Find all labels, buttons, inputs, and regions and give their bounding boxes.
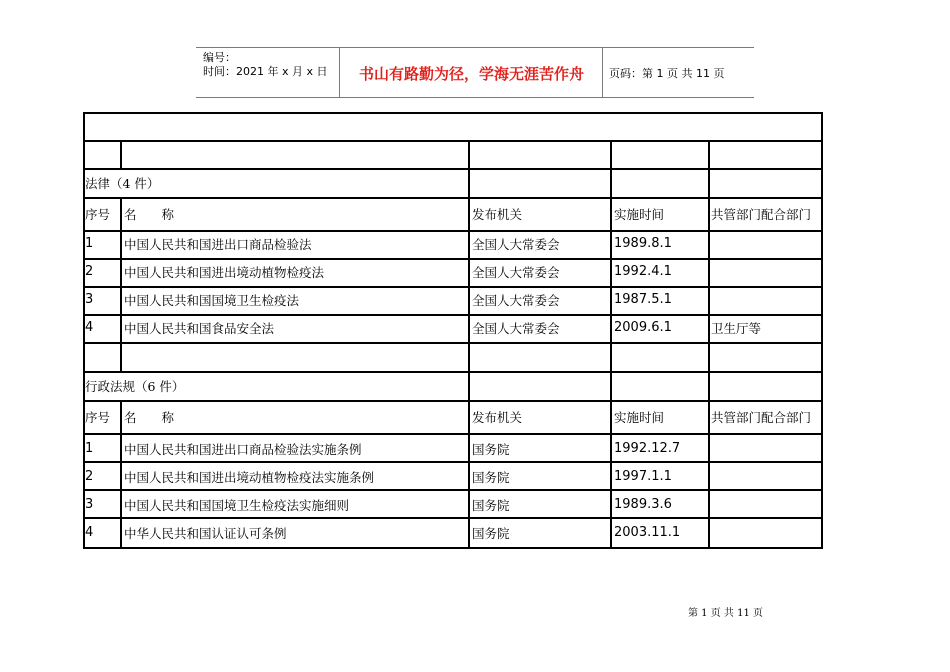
table-cell-issuer: 国务院: [472, 442, 510, 457]
table-cell-issuer: 全国人大常委会: [472, 265, 560, 280]
table-cell-date: 1989.3.6: [614, 497, 672, 512]
header-page-info: 页码：第 1 页 共 11 页: [609, 67, 725, 80]
time-label: 时间：2021 年 x 月 x 日: [203, 65, 328, 78]
laws-col-name: 名 称: [124, 207, 175, 222]
header-motto: 书山有路勤为径，学海无涯苦作舟: [358, 65, 584, 83]
table-cell-name: 中国人民共和国进出口商品检验法实施条例: [124, 442, 362, 457]
table-cell-date: 2009.6.1: [614, 320, 672, 335]
regulations-col-name: 名 称: [124, 410, 175, 425]
table-cell-date: 1989.8.1: [614, 236, 672, 251]
table-cell-no: 4: [85, 525, 94, 540]
table-column-rule: [468, 140, 470, 549]
table-cell-issuer: 国务院: [472, 526, 510, 541]
table-row-rule: [83, 314, 823, 316]
table-row-rule: [83, 371, 823, 373]
table-row-rule: [83, 286, 823, 288]
table-cell-issuer: 全国人大常委会: [472, 321, 560, 336]
table-column-rule: [120, 197, 122, 342]
table-row-rule: [83, 197, 823, 199]
table-cell-no: 4: [85, 320, 94, 335]
regulations-col-dept: 共管部门配合部门: [711, 410, 812, 425]
table-row-rule: [83, 342, 823, 344]
table-column-rule: [120, 400, 122, 549]
table-cell-issuer: 国务院: [472, 470, 510, 485]
table-cell-dept: 卫生厅等: [711, 321, 762, 336]
table-row-rule: [83, 489, 823, 491]
table-row-rule: [83, 140, 823, 142]
table-cell-date: 1997.1.1: [614, 469, 672, 484]
table-cell-date: 1992.4.1: [614, 264, 672, 279]
table-column-rule: [120, 342, 122, 371]
table-cell-name: 中国人民共和国食品安全法: [124, 321, 275, 336]
table-cell-no: 1: [85, 441, 94, 456]
laws-section-title: 法律（4 件）: [85, 176, 160, 191]
table-cell-issuer: 国务院: [472, 498, 510, 513]
header-divider: [602, 48, 603, 97]
table-cell-date: 2003.11.1: [614, 525, 681, 540]
table-cell-name: 中国人民共和国国境卫生检疫法实施细则: [124, 498, 350, 513]
table-row-rule: [83, 400, 823, 402]
page-header: [196, 47, 754, 98]
number-label: 编号：: [203, 51, 236, 64]
table-cell-no: 2: [85, 264, 94, 279]
table-cell-no: 1: [85, 236, 94, 251]
laws-col-issuer: 发布机关: [472, 207, 523, 222]
table-row-rule: [83, 517, 823, 519]
laws-col-date: 实施时间: [614, 207, 665, 222]
regulations-col-date: 实施时间: [614, 410, 665, 425]
page-footer: 第 1 页 共 11 页: [688, 608, 763, 619]
table-cell-date: 1987.5.1: [614, 292, 672, 307]
table-cell-name: 中国人民共和国进出境动植物检疫法实施条例: [124, 470, 375, 485]
table-cell-name: 中华人民共和国认证认可条例: [124, 526, 287, 541]
regulations-col-issuer: 发布机关: [472, 410, 523, 425]
header-meta: [203, 51, 328, 79]
table-cell-name: 中国人民共和国进出境动植物检疫法: [124, 265, 325, 280]
table-row-rule: [83, 230, 823, 232]
table-cell-name: 中国人民共和国国境卫生检疫法: [124, 293, 300, 308]
table-cell-date: 1992.12.7: [614, 441, 681, 456]
table-cell-no: 2: [85, 469, 94, 484]
table-row-rule: [83, 461, 823, 463]
laws-col-no: 序号: [85, 207, 111, 222]
table-column-rule: [120, 140, 122, 168]
table-cell-name: 中国人民共和国进出口商品检验法: [124, 237, 312, 252]
table-row-rule: [83, 258, 823, 260]
table-cell-no: 3: [85, 497, 94, 512]
table-column-rule: [708, 140, 710, 549]
laws-col-dept: 共管部门配合部门: [711, 207, 812, 222]
table-cell-no: 3: [85, 292, 94, 307]
table-cell-issuer: 全国人大常委会: [472, 237, 560, 252]
table-row-rule: [83, 433, 823, 435]
regulations-section-title: 行政法规（6 件）: [85, 379, 185, 394]
table-row-rule: [83, 168, 823, 170]
table-column-rule: [610, 140, 612, 549]
table-cell-issuer: 全国人大常委会: [472, 293, 560, 308]
regulations-col-no: 序号: [85, 410, 111, 425]
